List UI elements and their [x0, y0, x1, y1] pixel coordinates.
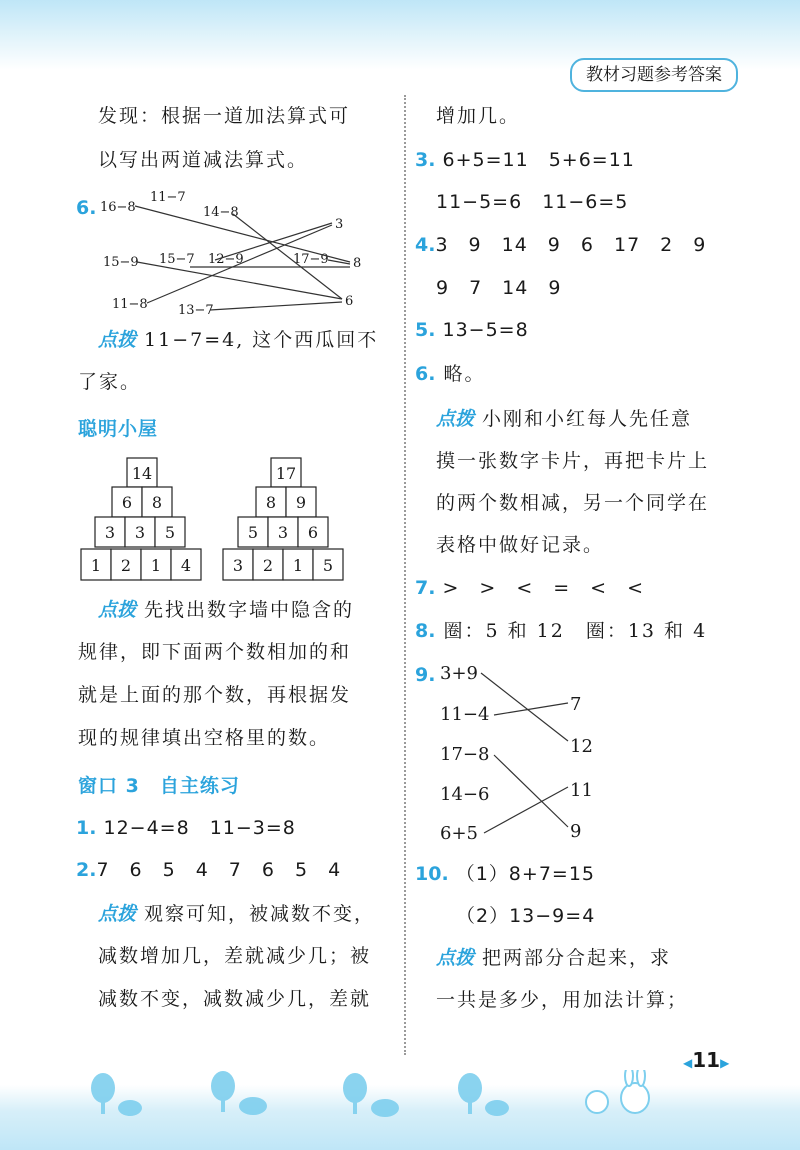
- result-9: 9: [570, 821, 582, 842]
- pyramid-2-cell: 3: [232, 556, 244, 575]
- match-line: [210, 302, 342, 310]
- pyramid-2-cell: 5: [322, 556, 334, 575]
- expr-12-9: 12−9: [208, 252, 244, 267]
- result-12: 12: [570, 736, 593, 757]
- column-divider: [404, 95, 406, 1055]
- pyramid-1-cell: 6: [121, 493, 133, 512]
- tip-3-line-2: 减数增加几，差就减少几；被: [98, 945, 372, 967]
- tip-3-line-3: 减数不变，减数减少几，差就: [98, 988, 372, 1010]
- match-line: [494, 703, 568, 715]
- tip-1-line-1: 点拨 11−7=4, 这个西瓜回不: [98, 329, 379, 351]
- pyramid-1-cell: 2: [120, 556, 132, 575]
- expr-11-7: 11−7: [150, 190, 186, 205]
- pyramid-2-cell: 5: [247, 523, 259, 542]
- result-11: 11: [570, 780, 593, 801]
- expr-17-minus-8: 17−8: [440, 744, 490, 765]
- expr-3-plus-9: 3+9: [440, 663, 478, 684]
- question-5: 5. 13−5=8: [415, 319, 529, 341]
- bush-icon: [239, 1097, 267, 1115]
- expr-6-plus-5: 6+5: [440, 823, 478, 844]
- pyramid-2-cell: 8: [265, 493, 277, 512]
- page-number: ◀11▶: [683, 1048, 730, 1072]
- expr-14-8: 14−8: [203, 205, 239, 220]
- tree-icon: [343, 1073, 367, 1103]
- pyramid-1-cell: 5: [164, 523, 176, 542]
- number-pyramids: [80, 455, 350, 585]
- pyramid-1-cell: 1: [90, 556, 102, 575]
- question-4-line-1: 4.3 9 14 9 6 17 2 9: [415, 234, 707, 256]
- expr-11-8: 11−8: [112, 297, 148, 312]
- question-8: 8. 圈：5 和 12 圈：13 和 4: [415, 620, 708, 642]
- result-3: 3: [335, 217, 344, 232]
- decorative-trees: [85, 1070, 685, 1120]
- expr-17-9: 17−9: [293, 252, 329, 267]
- result-8: 8: [353, 256, 362, 271]
- pyramid-1-cell: 1: [150, 556, 162, 575]
- bush-icon: [485, 1100, 509, 1116]
- expr-15-7: 15−7: [159, 252, 195, 267]
- pyramid-1-cell: 4: [180, 556, 192, 575]
- question-9-number: 9.: [415, 664, 436, 686]
- left-text-line-2: 以写出两道减法算式。: [98, 149, 309, 171]
- match-line: [484, 787, 568, 833]
- question-1: 1. 12−4=8 11−3=8: [76, 817, 296, 839]
- pyramid-1-cell: 3: [104, 523, 116, 542]
- result-6: 6: [345, 294, 354, 309]
- match-line: [481, 673, 568, 741]
- question-7: 7. > > < = < <: [415, 577, 645, 599]
- question-10-line-1: 10. （1）8+7=15: [415, 863, 596, 885]
- tip-2-line-2: 规律，即下面两个数相加的和: [78, 641, 352, 663]
- tip-5-line-1: 点拨 把两部分合起来，求: [436, 947, 672, 969]
- expr-15-9: 15−9: [103, 255, 139, 270]
- question-6-right: 6. 略。: [415, 363, 486, 385]
- expr-14-minus-6: 14−6: [440, 784, 490, 805]
- tip-2-line-4: 现的规律填出空格里的数。: [78, 727, 331, 749]
- expr-11-minus-4: 11−4: [440, 704, 490, 725]
- question-4-line-2: 9 7 14 9: [436, 277, 562, 299]
- tree-icon: [458, 1073, 482, 1103]
- pyramid-1-cell: 14: [131, 464, 153, 483]
- pyramid-2-cell: 9: [295, 493, 307, 512]
- left-text-line-1: 发现：根据一道加法算式可: [98, 105, 351, 127]
- tree-icon: [211, 1071, 235, 1101]
- tip-2-line-3: 就是上面的那个数，再根据发: [78, 684, 352, 706]
- question-10-line-2: （2）13−9=4: [456, 905, 596, 927]
- tip-4-line-2: 摸一张数字卡片，再把卡片上: [436, 450, 710, 472]
- tip-3-line-1: 点拨 观察可知，被减数不变，: [98, 903, 376, 925]
- pyramid-2-cell: 1: [292, 556, 304, 575]
- question-6-number: 6.: [76, 197, 97, 219]
- matching-diagram-q9: [436, 655, 616, 845]
- section-title-smart-house: 聪明小屋: [78, 418, 159, 440]
- question-2: 2.7 6 5 4 7 6 5 4: [76, 859, 342, 881]
- tree-icon: [91, 1073, 115, 1103]
- result-7: 7: [570, 694, 582, 715]
- tip-4-line-4: 表格中做好记录。: [436, 534, 605, 556]
- tip-1-line-2: 了家。: [78, 371, 142, 393]
- rabbit-icon: [586, 1070, 649, 1113]
- matching-diagram-q6: [95, 185, 375, 320]
- bush-icon: [118, 1100, 142, 1116]
- tip-2-line-1: 点拨 先找出数字墙中隐含的: [98, 599, 355, 621]
- pyramid-1-cell: 3: [134, 523, 146, 542]
- pyramid-2-cell: 2: [262, 556, 274, 575]
- pyramid-2-cell: 17: [275, 464, 297, 483]
- header-title: 教材习题参考答案: [570, 58, 738, 92]
- pyramid-2-cell: 3: [277, 523, 289, 542]
- tip-5-line-2: 一共是多少，用加法计算；: [436, 989, 689, 1011]
- question-3-line-1: 3. 6+5=11 5+6=11: [415, 149, 635, 171]
- question-3-line-2: 11−5=6 11−6=5: [436, 191, 629, 213]
- tip-4-line-1: 点拨 小刚和小红每人先任意: [436, 408, 693, 430]
- match-line: [494, 755, 568, 827]
- bush-icon: [371, 1099, 399, 1117]
- expr-13-7: 13−7: [178, 303, 214, 318]
- tip-4-line-3: 的两个数相减，另一个同学在: [436, 492, 710, 514]
- expr-16-8: 16−8: [100, 200, 136, 215]
- pyramid-2-cell: 6: [307, 523, 319, 542]
- section-title-window-3: 窗口 3 自主练习: [78, 775, 240, 797]
- pyramid-1-cell: 8: [151, 493, 163, 512]
- right-text-line-0: 增加几。: [436, 105, 521, 127]
